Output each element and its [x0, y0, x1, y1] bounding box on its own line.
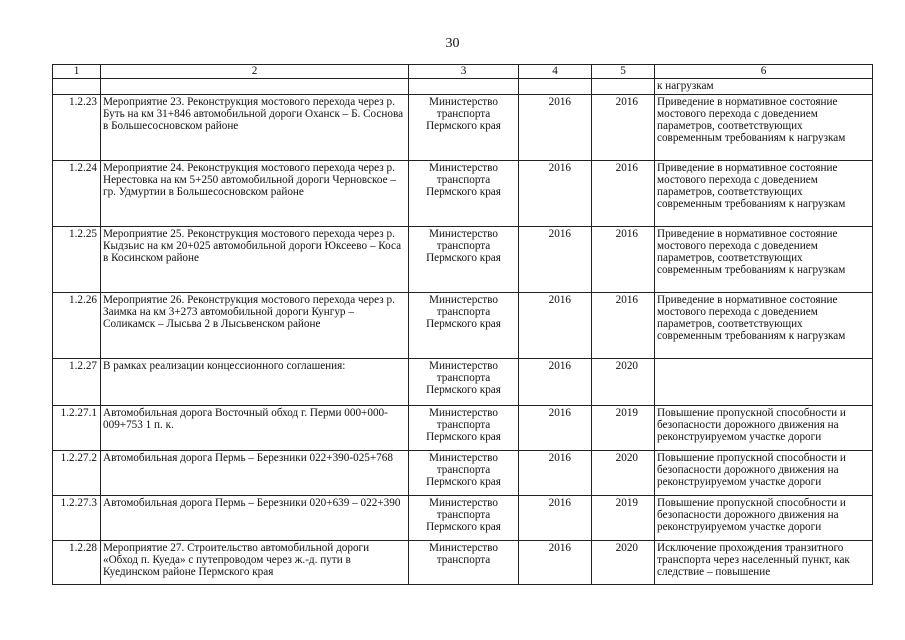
continuation-cell — [409, 79, 519, 95]
continuation-cell — [53, 79, 101, 95]
table-row — [53, 541, 873, 585]
continuation-cell — [519, 79, 592, 95]
measure-name: Мероприятие 23. Реконструкция мостового перехода через р. Буть на км 31+846 автомобильной дороги Оханск – Б. Соснова в Большесосновском районе — [101, 95, 409, 161]
end-year: 2020 — [592, 451, 655, 496]
header-cell: 2 — [101, 65, 409, 79]
header-row — [53, 65, 873, 79]
executor: Министерство транспорта Пермского края — [409, 359, 519, 406]
expected-result: Исключение прохождения транзитного транспорта через населенный пункт, как следствие – повышение — [655, 541, 873, 585]
measure-name: Мероприятие 24. Реконструкция мостового перехода через р. Нерестовка на км 5+250 автомобильной дороги Черновское – гр. Удмуртии в Большесосновском районе — [101, 161, 409, 227]
end-year: 2016 — [592, 95, 655, 161]
table-row — [53, 406, 873, 451]
row-number: 1.2.26 — [53, 293, 101, 359]
end-year: 2016 — [592, 293, 655, 359]
page-number: 30 — [445, 36, 460, 51]
measure-name: Мероприятие 26. Реконструкция мостового перехода через р. Заимка на км 3+273 автомобильной дороги Кунгур – Соликамск – Лысьва 2 в Лысьвенском районе — [101, 293, 409, 359]
start-year: 2016 — [519, 227, 592, 293]
header-cell: 5 — [592, 65, 655, 79]
expected-result — [655, 359, 873, 406]
executor: Министерство транспорта Пермского края — [409, 227, 519, 293]
measure-name: Мероприятие 25. Реконструкция мостового перехода через р. Кыдзьис на км 20+025 автомобильной дороги Юксеево – Коса в Косинском районе — [101, 227, 409, 293]
expected-result: Повышение пропускной способности и безопасности дорожного движения на реконструируемом участке дороги — [655, 406, 873, 451]
expected-result: Приведение в нормативное состояние мостового перехода с доведением параметров, соответствующих современным требованиям к нагрузкам — [655, 161, 873, 227]
continuation-row — [53, 79, 873, 95]
expected-result: Повышение пропускной способности и безопасности дорожного движения на реконструируемом участке дороги — [655, 496, 873, 541]
executor: Министерство транспорта Пермского края — [409, 95, 519, 161]
end-year: 2020 — [592, 541, 655, 585]
table-row — [53, 227, 873, 293]
header-cell: 1 — [53, 65, 101, 79]
continuation-result: к нагрузкам — [655, 79, 873, 95]
measure-name: Автомобильная дорога Пермь – Березники 020+639 – 022+390 — [101, 496, 409, 541]
measure-name: Автомобильная дорога Пермь – Березники 022+390-025+768 — [101, 451, 409, 496]
start-year: 2016 — [519, 406, 592, 451]
table-row — [53, 161, 873, 227]
row-number: 1.2.23 — [53, 95, 101, 161]
start-year: 2016 — [519, 496, 592, 541]
header-cell: 6 — [655, 65, 873, 79]
table-row — [53, 293, 873, 359]
executor: Министерство транспорта — [409, 541, 519, 585]
executor: Министерство транспорта Пермского края — [409, 161, 519, 227]
executor: Министерство транспорта Пермского края — [409, 406, 519, 451]
measures-table — [52, 64, 873, 585]
expected-result: Приведение в нормативное состояние мостового перехода с доведением параметров, соответствующих современным требованиям к нагрузкам — [655, 227, 873, 293]
executor: Министерство транспорта Пермского края — [409, 293, 519, 359]
start-year: 2016 — [519, 359, 592, 406]
executor: Министерство транспорта Пермского края — [409, 496, 519, 541]
row-number: 1.2.25 — [53, 227, 101, 293]
end-year: 2019 — [592, 406, 655, 451]
measure-name: Автомобильная дорога Восточный обход г. Перми 000+000-009+753 1 п. к. — [101, 406, 409, 451]
expected-result: Приведение в нормативное состояние мостового перехода с доведением параметров, соответствующих современным требованиям к нагрузкам — [655, 95, 873, 161]
table-row — [53, 359, 873, 406]
row-number: 1.2.27.3 — [53, 496, 101, 541]
header-cell: 3 — [409, 65, 519, 79]
row-number: 1.2.27.2 — [53, 451, 101, 496]
header-cell: 4 — [519, 65, 592, 79]
continuation-cell — [101, 79, 409, 95]
start-year: 2016 — [519, 451, 592, 496]
end-year: 2019 — [592, 496, 655, 541]
executor: Министерство транспорта Пермского края — [409, 451, 519, 496]
measure-name: Мероприятие 27. Строительство автомобильной дороги «Обход п. Куеда» с путепроводом через ж.-д. пути в Куединском районе Пермского края — [101, 541, 409, 585]
continuation-cell — [592, 79, 655, 95]
row-number: 1.2.28 — [53, 541, 101, 585]
start-year: 2016 — [519, 541, 592, 585]
table-row — [53, 451, 873, 496]
row-number: 1.2.27 — [53, 359, 101, 406]
end-year: 2020 — [592, 359, 655, 406]
end-year: 2016 — [592, 161, 655, 227]
end-year: 2016 — [592, 227, 655, 293]
start-year: 2016 — [519, 95, 592, 161]
row-number: 1.2.27.1 — [53, 406, 101, 451]
start-year: 2016 — [519, 293, 592, 359]
start-year: 2016 — [519, 161, 592, 227]
measure-name: В рамках реализации концессионного соглашения: — [101, 359, 409, 406]
table-row — [53, 496, 873, 541]
expected-result: Приведение в нормативное состояние мостового перехода с доведением параметров, соответствующих современным требованиям к нагрузкам — [655, 293, 873, 359]
expected-result: Повышение пропускной способности и безопасности дорожного движения на реконструируемом участке дороги — [655, 451, 873, 496]
row-number: 1.2.24 — [53, 161, 101, 227]
table-row — [53, 95, 873, 161]
